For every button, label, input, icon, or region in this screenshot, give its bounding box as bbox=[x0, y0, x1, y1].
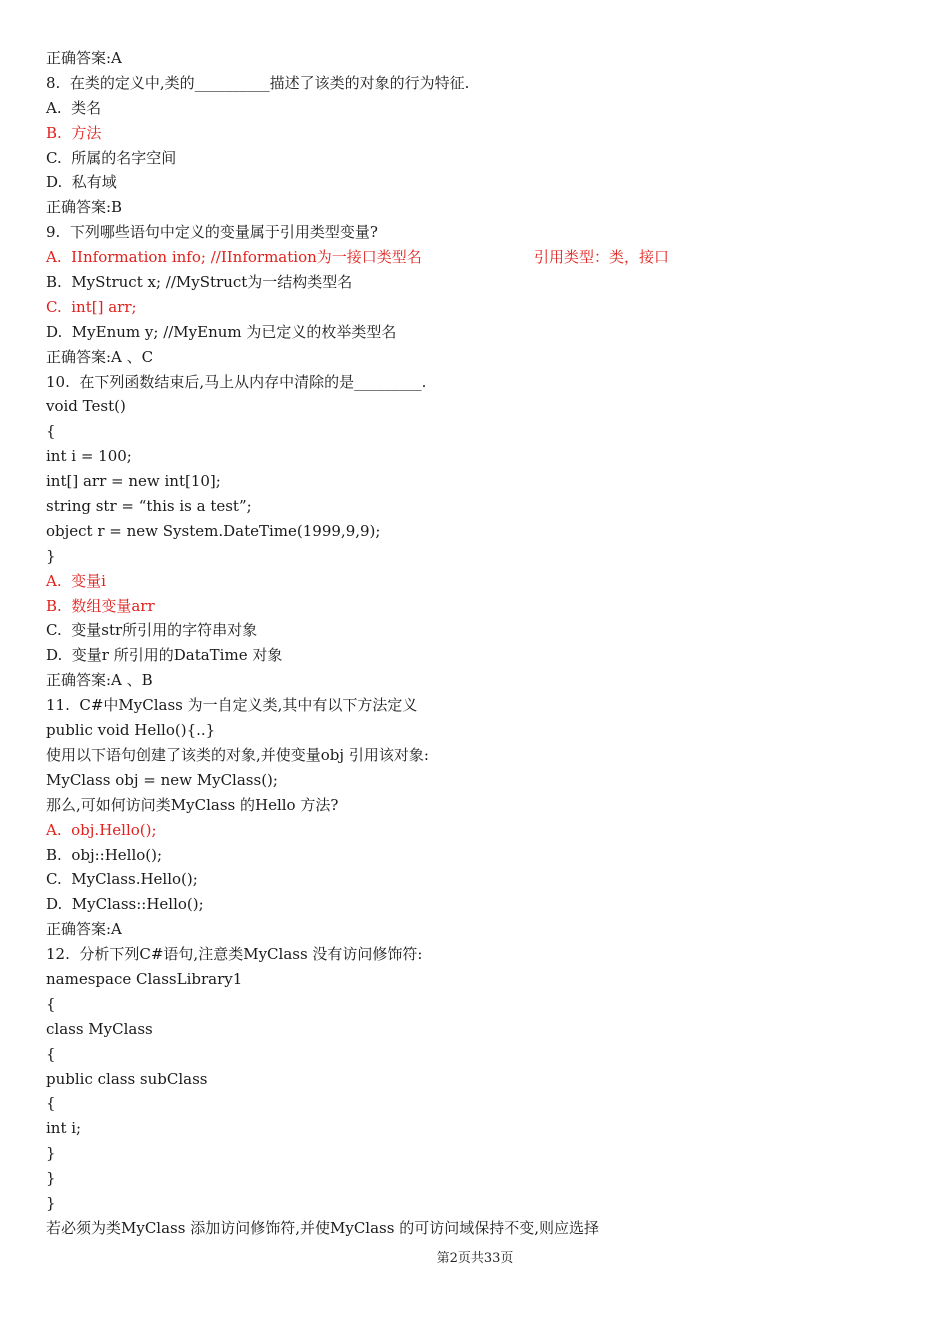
text-line bbox=[46, 718, 926, 743]
line-text: public void Hello(){..} bbox=[46, 721, 216, 740]
text-line bbox=[46, 1067, 926, 1092]
margin-note: 引用类型：类，接口 bbox=[534, 248, 670, 267]
line-text: string str = “this is a test”; bbox=[46, 497, 252, 516]
line-text: D. 变量r 所引用的DataTime 对象 bbox=[46, 646, 283, 665]
line-text: B. obj::Hello(); bbox=[46, 845, 163, 864]
line-text: 8. 在类的定义中,类的__________描述了该类的对象的行为特征. bbox=[46, 73, 470, 92]
text-line bbox=[46, 1141, 926, 1166]
line-text: 12. 分析下列C#语句,注意类MyClass 没有访问修饰符: bbox=[46, 945, 423, 964]
text-line bbox=[46, 320, 926, 345]
text-line bbox=[46, 867, 926, 892]
text-line bbox=[46, 170, 926, 195]
text-line bbox=[46, 1116, 926, 1141]
line-text: { bbox=[46, 1094, 56, 1113]
text-line bbox=[46, 1166, 926, 1191]
line-text: 正确答案:A bbox=[46, 920, 122, 939]
text-line bbox=[46, 345, 926, 370]
line-text: public class subClass bbox=[46, 1069, 208, 1088]
text-line bbox=[46, 494, 926, 519]
text-line bbox=[46, 693, 926, 718]
line-text: int[] arr = new int[10]; bbox=[46, 472, 221, 491]
text-line bbox=[46, 967, 926, 992]
line-text: B. 数组变量arr bbox=[46, 596, 155, 615]
answer-highlight-line bbox=[46, 121, 926, 146]
text-line bbox=[46, 643, 926, 668]
text-line bbox=[46, 843, 926, 868]
text-line bbox=[46, 892, 926, 917]
page-content bbox=[46, 46, 926, 1241]
line-text: D. MyClass::Hello(); bbox=[46, 895, 204, 914]
line-text: 正确答案:A 、C bbox=[46, 347, 154, 366]
text-line bbox=[46, 46, 926, 71]
line-text: } bbox=[46, 546, 56, 565]
line-text: A. 变量i bbox=[46, 571, 106, 590]
text-line bbox=[46, 146, 926, 171]
line-text: } bbox=[46, 1144, 56, 1163]
line-text: C. MyClass.Hello(); bbox=[46, 870, 198, 889]
text-line bbox=[46, 444, 926, 469]
line-text: 11. C#中MyClass 为一自定义类,其中有以下方法定义 bbox=[46, 696, 418, 715]
line-text: 正确答案:B bbox=[46, 198, 123, 217]
line-text: C. 所属的名字空间 bbox=[46, 148, 177, 167]
line-text: MyClass obj = new MyClass(); bbox=[46, 770, 278, 789]
line-text: object r = new System.DateTime(1999,9,9); bbox=[46, 521, 381, 540]
text-line bbox=[46, 519, 926, 544]
text-line bbox=[46, 668, 926, 693]
text-line bbox=[46, 743, 926, 768]
text-line bbox=[46, 195, 926, 220]
text-line bbox=[46, 618, 926, 643]
line-text: { bbox=[46, 994, 56, 1013]
line-text: int i; bbox=[46, 1119, 82, 1138]
text-line bbox=[46, 370, 926, 395]
answer-highlight-line bbox=[46, 295, 926, 320]
text-line bbox=[46, 1042, 926, 1067]
line-text: 正确答案:A 、B bbox=[46, 671, 153, 690]
text-line bbox=[46, 917, 926, 942]
page-footer: 第2页共33页 bbox=[436, 1251, 514, 1266]
line-text: namespace ClassLibrary1 bbox=[46, 969, 243, 988]
line-text: 使用以下语句创建了该类的对象,并使变量obj 引用该对象: bbox=[46, 745, 429, 764]
text-line bbox=[46, 220, 926, 245]
text-line bbox=[46, 419, 926, 444]
line-text: 那么,可如何访问类MyClass 的Hello 方法? bbox=[46, 795, 339, 814]
text-line bbox=[46, 96, 926, 121]
answer-highlight-line bbox=[46, 245, 926, 270]
text-line bbox=[46, 270, 926, 295]
line-text: C. 变量str所引用的字符串对象 bbox=[46, 621, 258, 640]
line-text: D. 私有域 bbox=[46, 173, 117, 192]
line-text: B. 方法 bbox=[46, 123, 102, 142]
text-line bbox=[46, 394, 926, 419]
line-text: } bbox=[46, 1169, 56, 1188]
line-text: A. IInformation info; //IInformation为一接口类型名 bbox=[46, 248, 422, 267]
line-text: int i = 100; bbox=[46, 447, 132, 466]
text-line bbox=[46, 1017, 926, 1042]
line-text: 若必须为类MyClass 添加访问修饰符,并使MyClass 的可访问域保持不变,则应选择 bbox=[46, 1218, 599, 1237]
text-line bbox=[46, 469, 926, 494]
line-text: C. int[] arr; bbox=[46, 297, 137, 316]
text-line bbox=[46, 793, 926, 818]
line-text: D. MyEnum y; //MyEnum 为已定义的枚举类型名 bbox=[46, 322, 397, 341]
line-text: A. 类名 bbox=[46, 98, 102, 117]
answer-highlight-line bbox=[46, 594, 926, 619]
text-line bbox=[46, 71, 926, 96]
line-text: 10. 在下列函数结束后,马上从内存中清除的是_________. bbox=[46, 372, 427, 391]
line-text: B. MyStruct x; //MyStruct为一结构类型名 bbox=[46, 273, 353, 292]
answer-highlight-line bbox=[46, 818, 926, 843]
text-line bbox=[46, 992, 926, 1017]
text-line bbox=[46, 544, 926, 569]
text-line bbox=[46, 942, 926, 967]
text-line bbox=[46, 768, 926, 793]
answer-highlight-line bbox=[46, 569, 926, 594]
text-line bbox=[46, 1091, 926, 1116]
line-text: { bbox=[46, 422, 56, 441]
line-text: void Test() bbox=[46, 397, 126, 416]
line-text: A. obj.Hello(); bbox=[46, 820, 157, 839]
text-line bbox=[46, 1216, 926, 1241]
line-text: } bbox=[46, 1193, 56, 1212]
line-text: 9. 下列哪些语句中定义的变量属于引用类型变量? bbox=[46, 223, 378, 242]
line-text: { bbox=[46, 1044, 56, 1063]
line-text: class MyClass bbox=[46, 1019, 153, 1038]
text-line bbox=[46, 1191, 926, 1216]
line-text: 正确答案:A bbox=[46, 49, 122, 67]
